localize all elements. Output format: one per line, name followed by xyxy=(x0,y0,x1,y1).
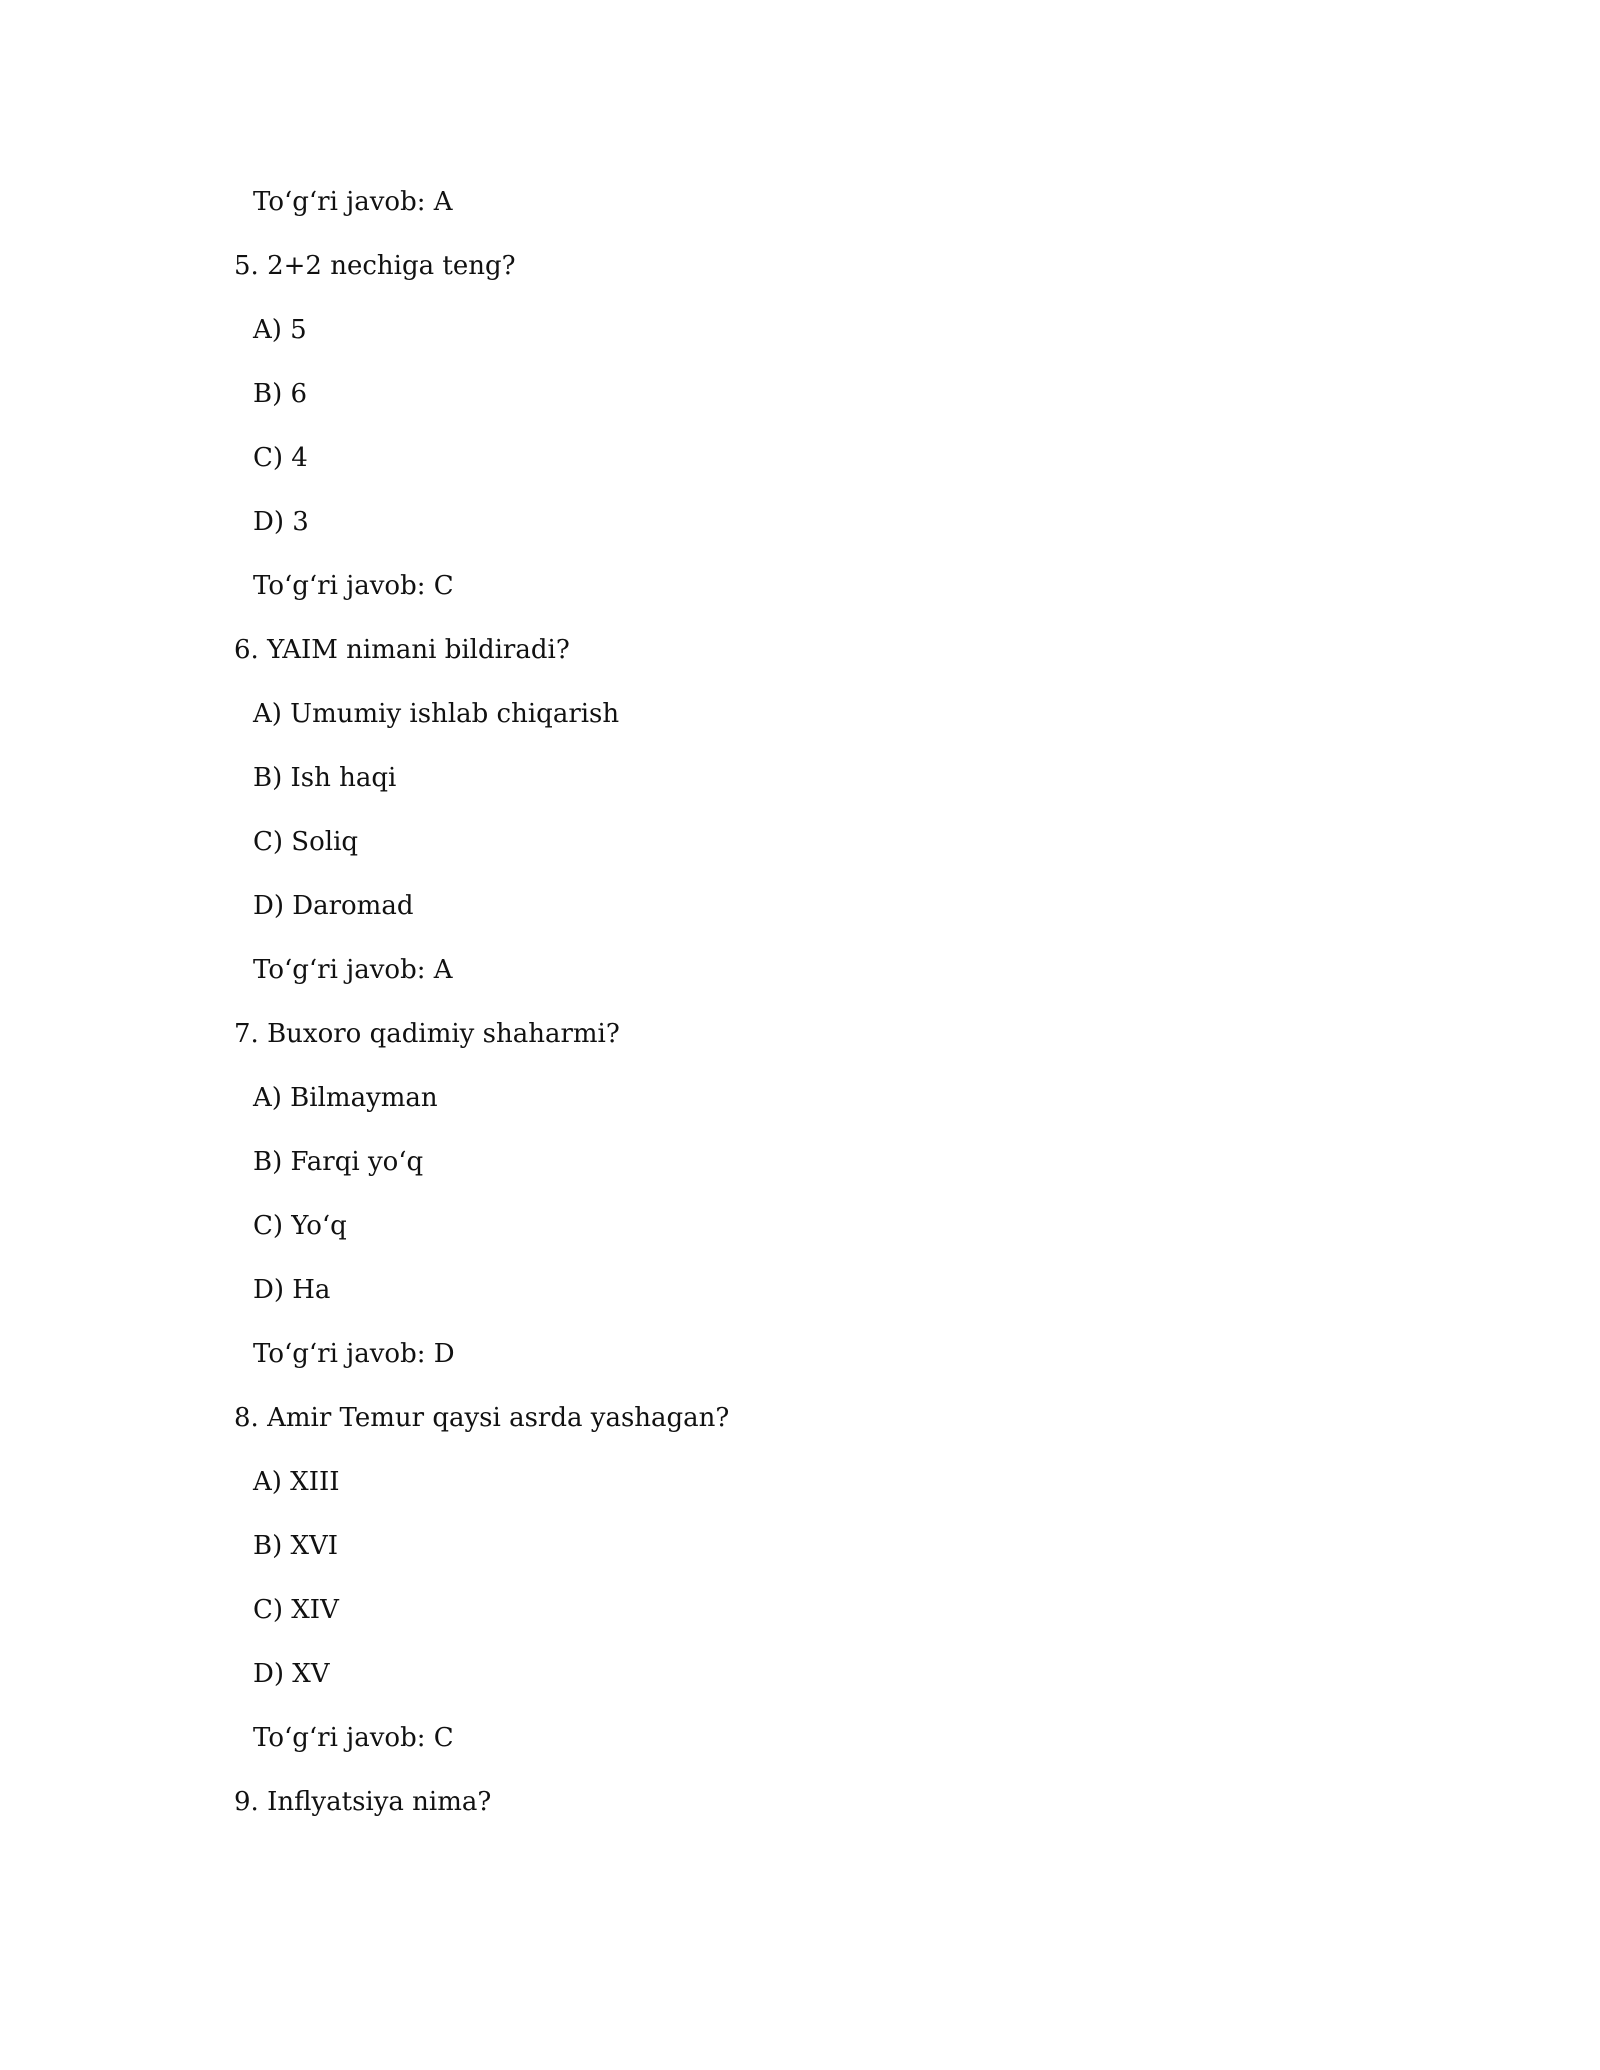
correct-answer-8: To‘g‘ri javob: C xyxy=(253,1723,454,1753)
option-5-d: D) 3 xyxy=(253,507,309,537)
option-8-c: C) XIV xyxy=(253,1595,339,1625)
option-6-c: C) Soliq xyxy=(253,827,359,857)
option-7-d: D) Ha xyxy=(253,1275,331,1305)
option-6-b: B) Ish haqi xyxy=(253,763,397,793)
option-5-c: C) 4 xyxy=(253,443,308,473)
option-7-a: A) Bilmayman xyxy=(253,1083,438,1113)
question-7: 7. Buxoro qadimiy shaharmi? xyxy=(234,1019,620,1049)
correct-answer-5: To‘g‘ri javob: C xyxy=(253,571,454,601)
option-7-c: C) Yo‘q xyxy=(253,1211,347,1241)
correct-answer-6: To‘g‘ri javob: A xyxy=(253,955,453,985)
option-5-a: A) 5 xyxy=(253,315,307,345)
option-8-b: B) XVI xyxy=(253,1531,339,1561)
question-9: 9. Inflyatsiya nima? xyxy=(234,1787,492,1817)
option-8-a: A) XIII xyxy=(253,1467,340,1497)
option-8-d: D) XV xyxy=(253,1659,330,1689)
question-6: 6. YAIM nimani bildiradi? xyxy=(234,635,570,665)
option-7-b: B) Farqi yo‘q xyxy=(253,1147,424,1177)
option-5-b: B) 6 xyxy=(253,379,308,409)
option-6-d: D) Daromad xyxy=(253,891,414,921)
option-6-a: A) Umumiy ishlab chiqarish xyxy=(253,699,620,729)
question-5: 5. 2+2 nechiga teng? xyxy=(234,251,516,281)
correct-answer-7: To‘g‘ri javob: D xyxy=(253,1339,455,1369)
question-8: 8. Amir Temur qaysi asrda yashagan? xyxy=(234,1403,730,1433)
correct-answer-line: To‘g‘ri javob: A xyxy=(253,187,453,217)
